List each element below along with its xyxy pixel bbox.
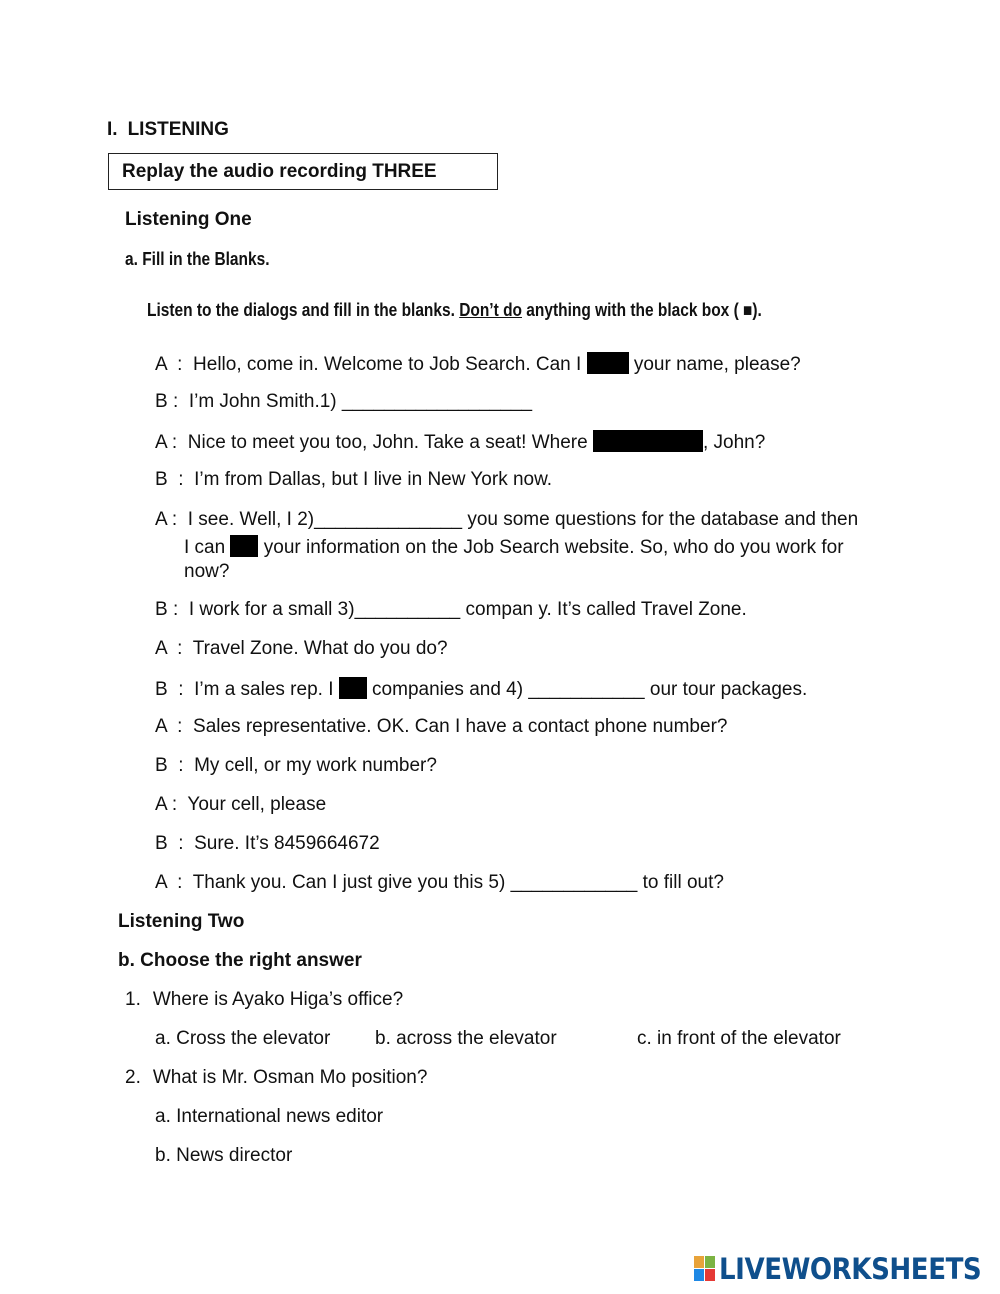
speaker-label: A [155,354,167,375]
listening-one-heading: Listening One [125,209,252,230]
dialog-line [155,430,765,454]
dialog-text-blank-1[interactable]: I’m John Smith.1) __________________ [188,391,533,412]
question-text: Where is Ayako Higa’s office? [152,989,404,1010]
dialog-text: My cell, or my work number? [194,755,437,776]
logo-icon [694,1256,716,1282]
speaker-separator: : [166,872,193,893]
choose-answer-subheading: b. Choose the right answer [118,950,362,971]
question-number: 2. [125,1067,141,1088]
fill-blanks-subheading: a. Fill in the Blanks. [125,249,270,269]
listening-two-heading: Listening Two [118,911,245,932]
instruction-after: anything with the black box ( ■). [521,300,762,320]
speaker-separator: : [167,755,195,776]
dialog-line [155,755,437,777]
dialog-line [155,677,807,701]
answer-option-1b[interactable]: b. across the elevator [375,1028,557,1049]
dialog-line [155,599,747,621]
black-box-redaction [593,430,703,452]
instruction-text [147,300,762,321]
dialog-line [155,872,724,894]
dialog-text: Hello, come in. Welcome to Job Search. Can I [193,354,587,375]
speaker-separator: : [167,391,189,412]
dialog-text-blank-5[interactable]: Thank you. Can I just give you this 5) ____________ to fill out? [192,872,724,893]
dialog-line-continuation [184,561,229,583]
replay-audio-box: Replay the audio recording THREE [108,153,498,190]
liveworksheets-logo [694,1253,1000,1285]
speaker-label: B [155,679,168,700]
question-1 [125,989,403,1011]
speaker-separator: : [167,833,195,854]
section-heading [107,119,229,141]
dialog-text: now? [184,561,230,582]
speaker-separator: : [166,638,193,659]
speaker-label: B [155,755,168,776]
dialog-text: I can [184,537,231,558]
dialog-text-blank-3[interactable]: I work for a small 3)__________ compan y. It’s called Travel Zone. [188,599,747,620]
speaker-label: A [155,638,167,659]
section-title: LISTENING [127,119,229,140]
instruction-before: Listen to the dialogs and fill in the blanks. [147,300,460,320]
speaker-separator: : [166,354,194,375]
black-box-redaction [339,677,367,699]
dialog-text: Nice to meet you too, John. Take a seat! Where [187,432,593,453]
answer-option-1c[interactable]: c. in front of the elevator [637,1028,841,1049]
section-number: I. [107,119,118,140]
speaker-label: B [155,469,168,490]
dialog-text: Sales representative. OK. Can I have a contact phone number? [193,716,728,737]
speaker-separator: : [166,432,188,453]
speaker-label: A [155,716,167,737]
dialog-line [155,352,801,376]
logo-text: LIVEWORKSHEETS [719,1252,982,1286]
dialog-text: Your cell, please [187,794,327,815]
answer-option-2a[interactable]: a. International news editor [155,1106,384,1127]
instruction-underlined: Don’t do [459,300,522,320]
dialog-text: your name, please? [628,354,801,375]
speaker-separator: : [167,599,189,620]
answer-option-1a[interactable]: a. Cross the elevator [155,1028,331,1049]
dialog-line [155,391,532,413]
dialog-text: your information on the Job Search website. So, who do you work for [258,537,844,558]
dialog-line [155,833,380,855]
speaker-label: A [155,872,167,893]
dialog-line [155,638,448,660]
speaker-label: A [155,509,167,530]
speaker-label: A [155,794,167,815]
speaker-separator: : [167,679,195,700]
speaker-separator: : [166,509,188,530]
speaker-separator: : [166,716,194,737]
speaker-separator: : [167,469,195,490]
speaker-label: B [155,391,168,412]
black-box-redaction [230,535,258,557]
dialog-text-blank-2[interactable]: I see. Well, I 2)______________ you some questions for the database and then [187,509,859,530]
question-2 [125,1067,427,1089]
speaker-label: B [155,833,168,854]
dialog-line-continuation [184,535,844,559]
dialog-text-blank-4[interactable]: companies and 4) ___________ our tour packages. [366,679,808,700]
dialog-line [155,794,326,816]
speaker-label: A [155,432,167,453]
dialog-line [155,509,858,531]
dialog-text: Travel Zone. What do you do? [192,638,448,659]
dialog-text: Sure. It’s 8459664672 [194,833,380,854]
dialog-line [155,716,727,738]
dialog-text: , John? [702,432,766,453]
dialog-line [155,469,552,491]
answer-option-2b[interactable]: b. News director [155,1145,293,1166]
question-text: What is Mr. Osman Mo position? [152,1067,428,1088]
dialog-text: I’m from Dallas, but I live in New York now. [194,469,553,490]
speaker-separator: : [166,794,188,815]
question-number: 1. [125,989,141,1010]
black-box-redaction [587,352,629,374]
speaker-label: B [155,599,168,620]
dialog-text: I’m a sales rep. I [194,679,339,700]
